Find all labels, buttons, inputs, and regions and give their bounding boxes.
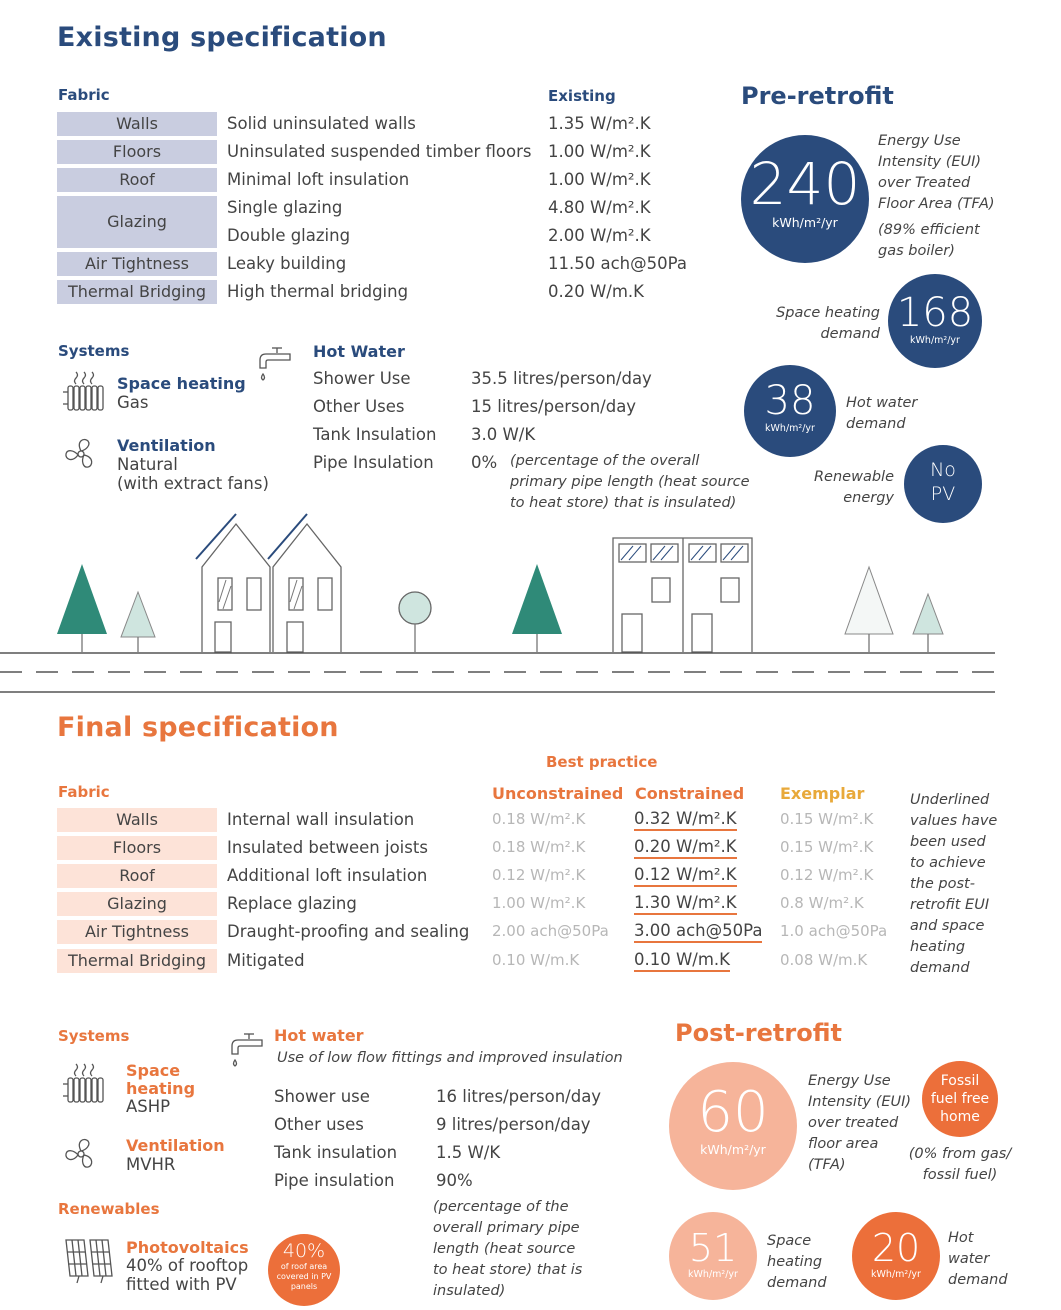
final-systems-heading: Systems xyxy=(58,1027,130,1045)
unc-floors: 0.18 W/m².K xyxy=(492,838,586,856)
final-pipe-note-1: (percentage of the xyxy=(433,1199,569,1215)
val-single-glazing: 4.80 W/m².K xyxy=(548,198,651,217)
underline-note-4: to achieve xyxy=(910,855,986,871)
cat-thermal-bridging: Thermal Bridging xyxy=(57,280,217,304)
exe-roof: 0.12 W/m².K xyxy=(780,866,874,884)
desc-single-glazing: Single glazing xyxy=(227,198,343,217)
pre-sh-label-1: Space heating xyxy=(776,305,880,321)
post-eui-desc-4: floor area xyxy=(808,1136,879,1152)
existing-spec-title: Existing specification xyxy=(57,22,387,53)
post-hw-label-1: Hot xyxy=(948,1230,974,1246)
pre-hw-label-1: Hot water xyxy=(846,395,918,411)
radiator-icon xyxy=(62,368,108,412)
val-air-tightness: 11.50 ach@50Pa xyxy=(548,254,687,273)
fossil-note-2: fossil fuel) xyxy=(922,1167,998,1183)
underline-note-7: and space xyxy=(910,918,985,934)
desc-thermal-bridging: High thermal bridging xyxy=(227,282,409,301)
pre-sh-value: 168 xyxy=(896,290,974,336)
hw-shower-value: 35.5 litres/person/day xyxy=(471,369,652,388)
con-floors: 0.20 W/m².K xyxy=(634,837,737,859)
val-walls: 1.35 W/m².K xyxy=(548,114,651,133)
final-hw-tank-label: Tank insulation xyxy=(274,1143,398,1162)
underline-note-9: demand xyxy=(910,960,970,976)
final-hw-pipe-label: Pipe insulation xyxy=(274,1171,395,1190)
con-thermal-bridging: 0.10 W/m.K xyxy=(634,950,730,972)
pre-sh-label-2: demand xyxy=(820,326,880,342)
pre-hw-value: 38 xyxy=(764,378,816,424)
final-cat-floors: Floors xyxy=(57,836,217,860)
final-cat-walls: Walls xyxy=(57,808,217,832)
pre-re-value-1: No xyxy=(930,459,956,481)
final-desc-walls: Internal wall insulation xyxy=(227,810,415,829)
final-desc-glazing: Replace glazing xyxy=(227,894,357,913)
hw-tank-value: 3.0 W/K xyxy=(471,425,536,444)
underline-note-2: values have xyxy=(910,813,998,829)
pre-eui-value: 240 xyxy=(749,150,861,218)
post-eui-desc-3: over treated xyxy=(808,1115,899,1131)
final-cat-roof: Roof xyxy=(57,864,217,888)
exe-thermal-bridging: 0.08 W/m.K xyxy=(780,951,868,969)
cat-roof: Roof xyxy=(57,168,217,192)
solar-panel-icon xyxy=(62,1238,114,1284)
final-ventilation-heading: Ventilation xyxy=(126,1136,225,1155)
fossil-free-1: Fossil xyxy=(940,1073,980,1089)
final-pipe-note-3: length (heat source xyxy=(433,1241,576,1257)
con-air-tightness: 3.00 ach@50Pa xyxy=(634,921,762,943)
final-desc-air-tightness: Draught-proofing and sealing xyxy=(227,922,470,941)
exe-walls: 0.15 W/m².K xyxy=(780,810,874,828)
pre-eui-desc-4: Floor Area (TFA) xyxy=(878,196,995,212)
post-eui-desc-2: Intensity (EUI) xyxy=(808,1094,912,1110)
fossil-free-circle xyxy=(922,1061,998,1137)
post-eui-circle xyxy=(669,1062,797,1190)
final-desc-roof: Additional loft insulation xyxy=(227,866,428,885)
desc-air-tightness: Leaky building xyxy=(227,254,347,273)
unc-roof: 0.12 W/m².K xyxy=(492,866,586,884)
hw-other-value: 15 litres/person/day xyxy=(471,397,637,416)
final-radiator-icon xyxy=(62,1060,108,1104)
desc-double-glazing: Double glazing xyxy=(227,226,351,245)
space-heating-heading: Space heating xyxy=(117,374,246,393)
final-desc-thermal-bridging: Mitigated xyxy=(227,951,305,970)
post-eui-desc-5: (TFA) xyxy=(808,1157,846,1173)
hw-other-label: Other Uses xyxy=(313,397,405,416)
final-cat-glazing: Glazing xyxy=(57,892,217,916)
pv-circle-value: 40% xyxy=(282,1240,326,1262)
final-pipe-note-5: insulated) xyxy=(433,1283,506,1299)
pv-circle-text-3: panels xyxy=(290,1282,318,1291)
final-ventilation-value: MVHR xyxy=(126,1155,176,1174)
val-roof: 1.00 W/m².K xyxy=(548,170,651,189)
pre-retrofit-title: Pre-retrofit xyxy=(741,82,894,110)
pre-eui-desc-3: over Treated xyxy=(878,175,971,191)
final-tap-icon xyxy=(228,1030,268,1074)
col-constrained: Constrained xyxy=(635,784,745,803)
unc-air-tightness: 2.00 ach@50Pa xyxy=(492,922,609,940)
final-hw-shower-label: Shower use xyxy=(274,1087,370,1106)
pre-hw-unit: kWh/m²/yr xyxy=(765,423,815,434)
final-space-heating-heading-2: heating xyxy=(126,1079,196,1098)
street-illustration xyxy=(0,512,1000,697)
cat-glazing: Glazing xyxy=(57,196,217,248)
final-space-heating-heading-1: Space xyxy=(126,1061,181,1080)
pipe-note-1: (percentage of the overall xyxy=(510,453,700,469)
underline-note-5: the post- xyxy=(910,876,975,892)
fabric-heading: Fabric xyxy=(58,86,110,104)
pv-desc-2: fitted with PV xyxy=(126,1275,237,1294)
post-eui-desc-1: Energy Use xyxy=(808,1073,891,1089)
post-hw-label-2: water xyxy=(948,1251,990,1267)
val-thermal-bridging: 0.20 W/m.K xyxy=(548,282,644,301)
pre-eui-desc-2: Intensity (EUI) xyxy=(878,154,982,170)
final-cat-thermal-bridging: Thermal Bridging xyxy=(57,949,217,973)
pv-circle-text-1: of roof area xyxy=(280,1262,328,1271)
pv-circle-text-2: covered in PV xyxy=(276,1272,332,1281)
systems-heading: Systems xyxy=(58,342,130,360)
post-sh-value: 51 xyxy=(688,1226,738,1270)
final-pipe-note-4: to heat store) that is xyxy=(433,1262,583,1278)
pre-hw-circle xyxy=(744,365,836,457)
exe-floors: 0.15 W/m².K xyxy=(780,838,874,856)
final-hw-other-label: Other uses xyxy=(274,1115,364,1134)
unc-thermal-bridging: 0.10 W/m.K xyxy=(492,951,580,969)
hot-water-heading: Hot Water xyxy=(313,342,405,361)
pre-hw-label-2: demand xyxy=(846,416,906,432)
val-double-glazing: 2.00 W/m².K xyxy=(548,226,651,245)
fan-icon xyxy=(62,435,100,473)
fossil-free-3: home xyxy=(940,1109,980,1125)
pv-desc-1: 40% of rooftop xyxy=(126,1256,249,1275)
underline-note-3: been used xyxy=(910,834,986,850)
final-hw-other-value: 9 litres/person/day xyxy=(436,1115,591,1134)
final-hw-shower-value: 16 litres/person/day xyxy=(436,1087,602,1106)
final-hot-water-sub: Use of low flow fittings and improved insulation xyxy=(277,1050,623,1066)
pre-re-label-2: energy xyxy=(843,490,894,506)
ventilation-heading: Ventilation xyxy=(117,436,216,455)
fossil-free-2: fuel free xyxy=(930,1091,990,1107)
pre-re-label-1: Renewable xyxy=(813,469,894,485)
exe-air-tightness: 1.0 ach@50Pa xyxy=(780,922,888,940)
underline-note-8: heating xyxy=(910,939,966,955)
hw-shower-label: Shower Use xyxy=(313,369,411,388)
hw-tank-label: Tank Insulation xyxy=(313,425,437,444)
post-hw-unit: kWh/m²/yr xyxy=(871,1269,921,1280)
final-pipe-note-2: overall primary pipe xyxy=(433,1220,580,1236)
post-sh-label-3: demand xyxy=(767,1275,827,1291)
post-hw-label-3: demand xyxy=(948,1272,1008,1288)
col-exemplar: Exemplar xyxy=(780,784,865,803)
pre-re-value-2: PV xyxy=(930,483,956,505)
ventilation-value-1: Natural xyxy=(117,455,178,474)
desc-floors: Uninsulated suspended timber floors xyxy=(227,142,532,161)
final-cat-air-tightness: Air Tightness xyxy=(57,920,217,944)
final-hw-pipe-value: 90% xyxy=(436,1171,473,1190)
exe-glazing: 0.8 W/m².K xyxy=(780,894,864,912)
space-heating-value: Gas xyxy=(117,393,149,412)
final-spec-title: Final specification xyxy=(57,712,339,743)
final-fan-icon xyxy=(62,1135,100,1173)
post-hw-circle xyxy=(852,1212,940,1300)
pre-sh-unit: kWh/m²/yr xyxy=(910,335,960,346)
con-walls: 0.32 W/m².K xyxy=(634,809,737,831)
post-sh-label-2: heating xyxy=(767,1254,823,1270)
hw-pipe-label: Pipe Insulation xyxy=(313,453,434,472)
final-fabric-heading: Fabric xyxy=(58,783,110,801)
con-glazing: 1.30 W/m².K xyxy=(634,893,737,915)
final-hot-water-heading: Hot water xyxy=(274,1026,364,1045)
best-practice-heading: Best practice xyxy=(546,753,658,771)
pre-eui-unit: kWh/m²/yr xyxy=(772,215,838,230)
pv-circle xyxy=(268,1234,340,1306)
cat-walls: Walls xyxy=(57,112,217,136)
post-sh-circle xyxy=(669,1212,757,1300)
pipe-note-3: to heat store) that is insulated) xyxy=(510,495,737,511)
cat-floors: Floors xyxy=(57,140,217,164)
desc-walls: Solid uninsulated walls xyxy=(227,114,416,133)
pre-sh-circle xyxy=(888,274,982,368)
desc-roof: Minimal loft insulation xyxy=(227,170,410,189)
val-floors: 1.00 W/m².K xyxy=(548,142,651,161)
pre-eui-circle xyxy=(741,135,869,263)
unc-glazing: 1.00 W/m².K xyxy=(492,894,586,912)
pipe-note-2: primary pipe length (heat source xyxy=(510,474,750,490)
pre-eui-desc-6: gas boiler) xyxy=(878,243,955,259)
pre-eui-desc-5: (89% efficient xyxy=(878,222,980,238)
unc-walls: 0.18 W/m².K xyxy=(492,810,586,828)
post-eui-unit: kWh/m²/yr xyxy=(700,1142,766,1157)
existing-col-heading: Existing xyxy=(548,87,616,105)
post-sh-label-1: Space xyxy=(767,1233,812,1249)
underline-note-6: retrofit EUI xyxy=(910,897,990,913)
post-eui-value: 60 xyxy=(697,1080,769,1145)
underline-note-1: Underlined xyxy=(910,792,990,808)
post-retrofit-title: Post-retrofit xyxy=(675,1019,842,1047)
pre-eui-desc-1: Energy Use xyxy=(878,133,961,149)
ventilation-value-2: (with extract fans) xyxy=(117,474,269,493)
tap-icon xyxy=(256,344,296,388)
con-roof: 0.12 W/m².K xyxy=(634,865,737,887)
col-unconstrained: Unconstrained xyxy=(492,784,624,803)
final-desc-floors: Insulated between joists xyxy=(227,838,428,857)
cat-air-tightness: Air Tightness xyxy=(57,252,217,276)
final-hw-tank-value: 1.5 W/K xyxy=(436,1143,501,1162)
post-hw-value: 20 xyxy=(871,1226,921,1270)
hw-pipe-value: 0% xyxy=(471,453,498,472)
pv-heading: Photovoltaics xyxy=(126,1238,249,1257)
renewables-heading: Renewables xyxy=(58,1200,160,1218)
post-sh-unit: kWh/m²/yr xyxy=(688,1269,738,1280)
fossil-note-1: (0% from gas/ xyxy=(908,1146,1012,1162)
final-space-heating-value: ASHP xyxy=(126,1097,171,1116)
